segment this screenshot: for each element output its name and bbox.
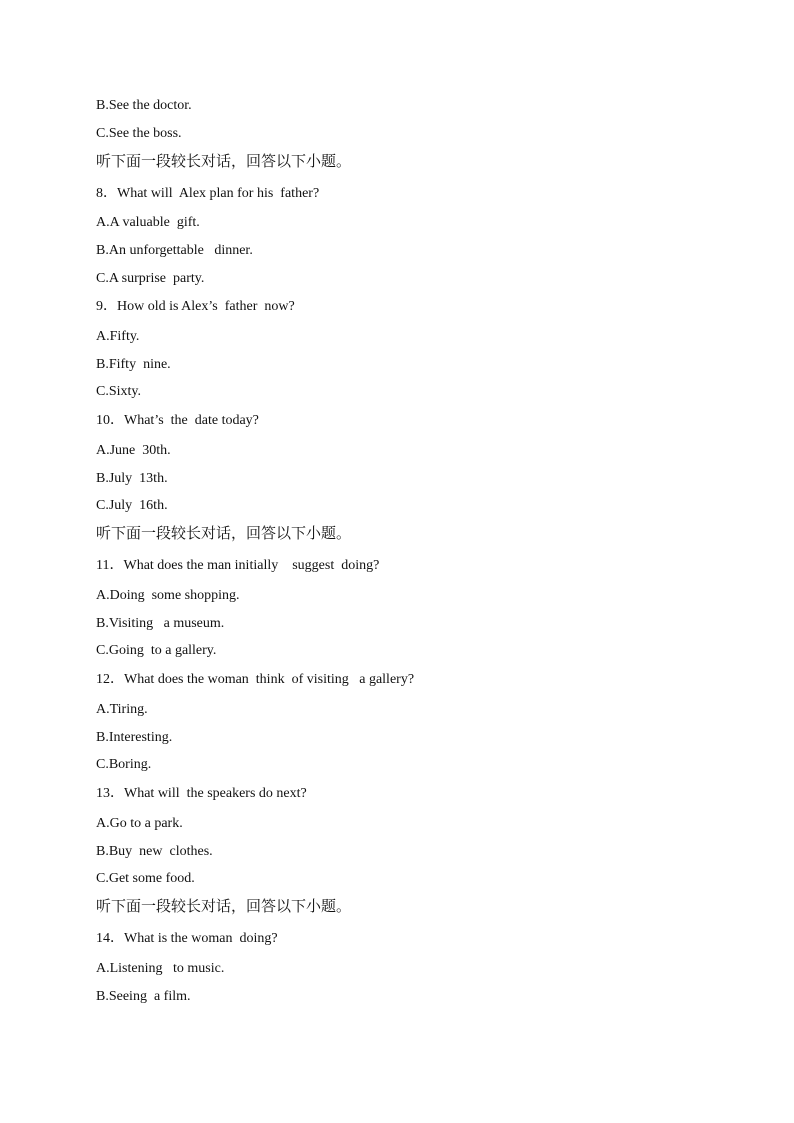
question-12-option-a: A.Tiring. — [96, 702, 148, 717]
question-12-option-c: C.Boring. — [96, 757, 152, 772]
question-12: 12．What does the woman think of visiting a gallery? — [96, 672, 415, 687]
question-9-option-c: C.Sixty. — [96, 384, 141, 399]
question-8-option-c: C.A surprise party. — [96, 271, 205, 286]
question-14-option-b: B.Seeing a film. — [96, 989, 191, 1004]
question-13: 13．What will the speakers do next? — [96, 786, 307, 801]
section-instruction: 听下面一段较长对话，回答以下小题。 — [96, 152, 352, 170]
question-13-option-a: A.Go to a park. — [96, 816, 183, 831]
question-11: 11．What does the man initially suggest doing? — [96, 558, 380, 573]
question-9-option-a: A.Fifty. — [96, 329, 140, 344]
question-11-option-c: C.Going to a gallery. — [96, 643, 217, 658]
question-14: 14．What is the woman doing? — [96, 931, 278, 946]
option-b-see-doctor: B.See the doctor. — [96, 98, 192, 113]
option-c-see-boss: C.See the boss. — [96, 126, 182, 141]
section-instruction: 听下面一段较长对话，回答以下小题。 — [96, 524, 352, 542]
question-12-option-b: B.Interesting. — [96, 730, 173, 745]
question-9: 9．How old is Alex’s father now? — [96, 299, 295, 314]
question-11-option-a: A.Doing some shopping. — [96, 588, 240, 603]
question-9-option-b: B.Fifty nine. — [96, 357, 171, 372]
question-13-option-c: C.Get some food. — [96, 871, 195, 886]
question-10-option-b: B.July 13th. — [96, 471, 168, 486]
section-instruction: 听下面一段较长对话，回答以下小题。 — [96, 897, 352, 915]
question-13-option-b: B.Buy new clothes. — [96, 844, 213, 859]
question-11-option-b: B.Visiting a museum. — [96, 616, 225, 631]
question-10-option-a: A.June 30th. — [96, 443, 171, 458]
question-8-option-b: B.An unforgettable dinner. — [96, 243, 253, 258]
question-10-option-c: C.July 16th. — [96, 498, 168, 513]
question-14-option-a: A.Listening to music. — [96, 961, 225, 976]
question-10: 10．What’s the date today? — [96, 413, 259, 428]
question-8-option-a: A.A valuable gift. — [96, 215, 200, 230]
question-8: 8．What will Alex plan for his father? — [96, 186, 320, 201]
